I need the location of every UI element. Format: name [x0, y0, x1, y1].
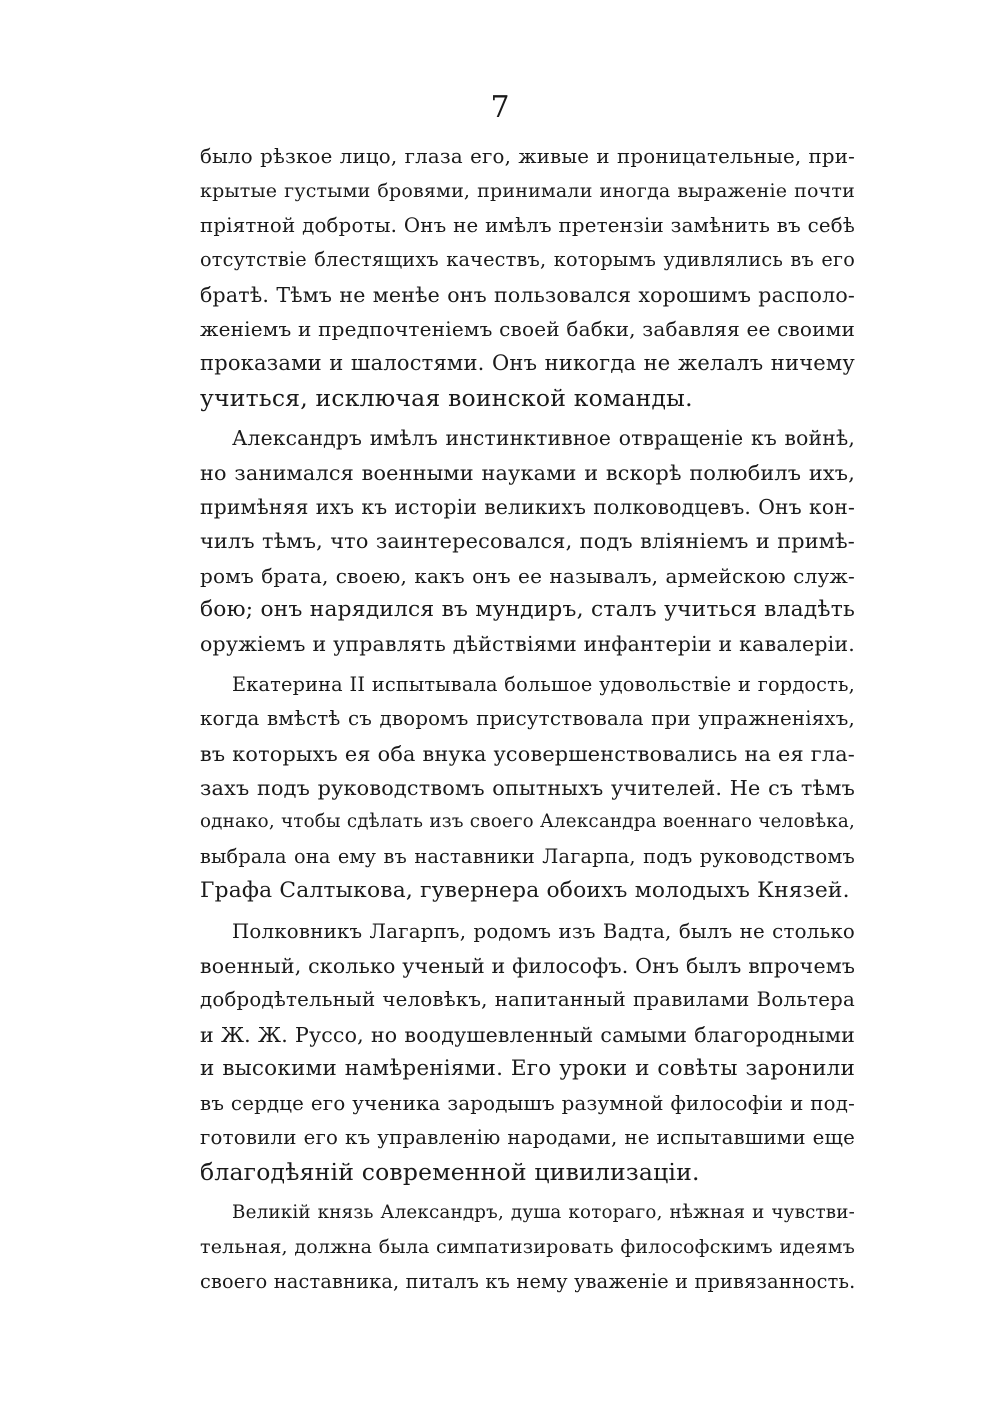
text-line: когда вмѣстѣ съ дворомъ присутствовала при упражненіяхъ,: [200, 707, 855, 731]
text-line: чилъ тѣмъ, что заинтересовался, подъ вліяніемъ и примѣ-: [200, 529, 855, 554]
paragraph-1: [200, 140, 855, 415]
text-line: военный, сколько ученый и философъ. Онъ былъ впрочемъ: [200, 953, 856, 978]
page-number: 7: [490, 90, 510, 125]
text-line: бою; онъ нарядился въ мундиръ, сталъ учиться владѣть: [200, 597, 855, 623]
paragraph-5: [200, 1196, 855, 1299]
text-line: выбрала она ему въ наставники Лагарпа, подъ руководствомъ: [200, 844, 855, 868]
text-line: добродѣтельный человѣкъ, напитанный правилами Вольтера: [200, 988, 855, 1012]
text-line: было рѣзкое лицо, глаза его, живые и проницательные, при-: [200, 145, 855, 168]
body-text: [200, 140, 855, 1305]
text-line: оружіемъ и управлять дѣйствіями инфантеріи и кавалеріи.: [200, 632, 855, 657]
text-line: своего наставника, питалъ къ нему уваженіе и привязанность.: [200, 1269, 856, 1293]
text-line: женіемъ и предпочтеніемъ своей бабки, забавляя ее своими: [200, 316, 855, 341]
text-line: ромъ брата, своею, какъ онъ ее называлъ, армейскою служ-: [200, 563, 855, 588]
text-line: въ которыхъ ея оба внука усовершенствовались на ея гла-: [200, 741, 855, 766]
text-line: и высокими намѣреніями. Его уроки и совѣты заронили: [200, 1056, 855, 1082]
text-line: Великій князь Александръ, душа котораго, нѣжная и чувстви-: [232, 1201, 855, 1223]
text-line: Екатерина II испытывала большое удовольствіе и гордость,: [232, 672, 855, 696]
paragraph-2: [200, 421, 855, 662]
text-line: и Ж. Ж. Руссо, но воодушевленный самыми благородными: [200, 1022, 855, 1047]
text-line: захъ подъ руководствомъ опытныхъ учителей. Не съ тѣмъ: [200, 776, 855, 801]
text-line: проказами и шалостями. Онъ никогда не желалъ ничему: [200, 351, 855, 376]
text-line: готовили его къ управленію народами, не испытавшими еще: [200, 1125, 855, 1149]
text-line: Александръ имѣлъ инстинктивное отвращеніе къ войнѣ,: [232, 426, 855, 451]
text-line: крытые густыми бровями, принимали иногда выраженіе почти: [200, 180, 855, 203]
text-line: отсутствіе блестящихъ качествъ, которымъ удивлялись въ его: [200, 248, 855, 272]
text-line: примѣняя ихъ къ исторіи великихъ полководцевъ. Онъ кон-: [200, 494, 855, 519]
text-line: но занимался военными науками и вскорѣ полюбилъ ихъ,: [200, 460, 855, 485]
paragraph-4: [200, 915, 855, 1190]
text-line: благодѣяній современной цивилизаціи.: [200, 1158, 700, 1187]
text-line: тельная, должна была симпатизировать философскимъ идеямъ: [200, 1236, 855, 1259]
text-line: Графа Салтыкова, гувернера обоихъ молодыхъ Князей.: [200, 878, 850, 904]
text-line: учиться, исключая воинской команды.: [200, 383, 693, 412]
text-line: Полковникъ Лагарпъ, родомъ изъ Вадта, былъ не столько: [232, 919, 855, 943]
text-line: въ сердце его ученика зародышъ разумной философіи и под-: [200, 1091, 855, 1115]
text-line: однако, чтобы сдѣлать изъ своего Александра военнаго человѣка,: [200, 811, 855, 833]
text-line: братѣ. Тѣмъ не менѣе онъ пользовался хорошимъ располо-: [200, 282, 855, 307]
text-line: пріятной доброты. Онъ не имѣлъ претензіи замѣнить въ себѣ: [200, 213, 855, 237]
paragraph-3: [200, 668, 855, 909]
